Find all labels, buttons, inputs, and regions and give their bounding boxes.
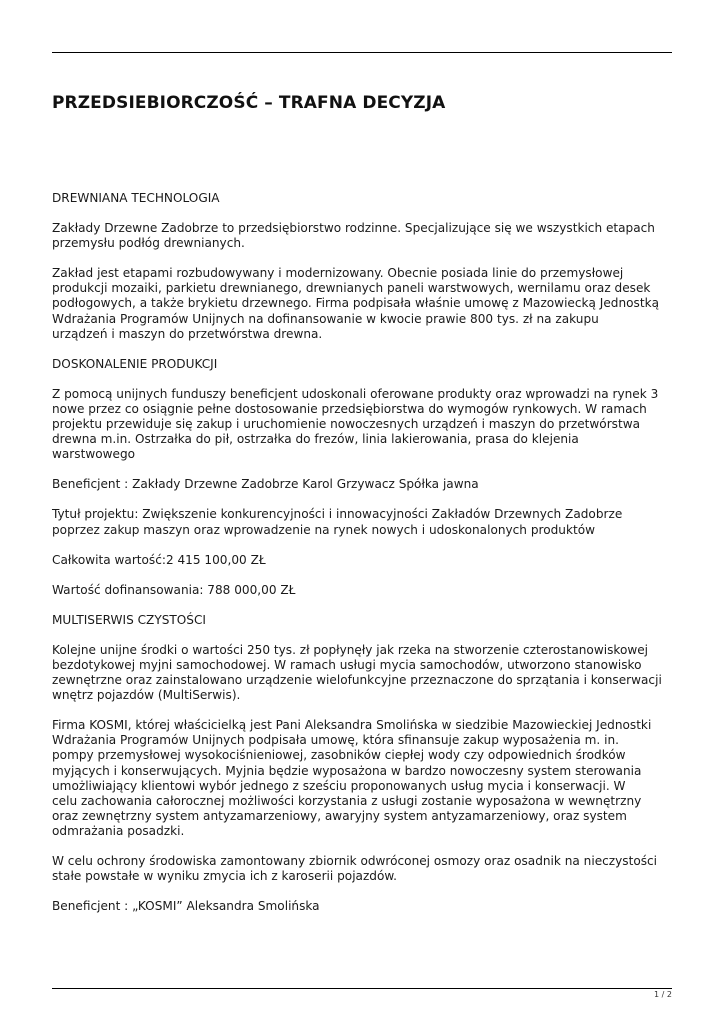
funding-value: Wartość dofinansowania: 788 000,00 ZŁ [52,582,296,597]
paragraph-eu-funds: Z pomocą unijnych funduszy beneficjent udoskonali oferowane produkty oraz wprowadzi na rynek 3 nowe przez co osiągnie pełne dostosowanie przedsiębiorstwa do wymogów rynkowych. W ramach projektu przewiduje się zakup i uruchomienie nowoczesnych urządzeń i maszyn do przetwórstwa drewna m.in. Ostrzałka do pił, ostrzałka do frezów, linia lakierowania, prasa do klejenia warstwowego [52,386,659,462]
paragraph-modernization: Zakład jest etapami rozbudowywany i modernizowany. Obecnie posiada linie do przemysłowej produkcji mozaiki, parkietu drewnianego, drewnianych paneli warstwowych, wernilamu oraz desek podłogowych, a także brykietu drzewnego. Firma podpisała właśnie umowę z Mazowiecką Jednostką Wdrażania Programów Unijnych na dofinansowanie w kwocie prawie 800 tys. zł na zakupu urządzeń i maszyn do przetwórstwa drewna. [52,266,659,341]
paragraph-environment: W celu ochrony środowiska zamontowany zbiornik odwróconej osmozy oraz osadnik na nieczystości stałe powstałe w wyniku zmycia ich z karoserii pojazdów. [52,854,658,884]
bottom-divider [52,988,672,989]
total-value: Całkowita wartość:2 415 100,00 ZŁ [52,552,266,567]
section-heading-multiserwis-czystosci: MULTISERWIS CZYSTOŚCI [52,612,206,627]
beneficiary-zadobrze: Beneficjent : Zakłady Drzewne Zadobrze Karol Grzywacz Spółka jawna [52,477,479,492]
paragraph-car-wash: Kolejne unijne środki o wartości 250 tys. zł popłynęły jak rzeka na stworzenie czterostanowiskowej bezdotykowej myjni samochodowej. W ramach usługi mycia samochodów, utworzono stanowisko zewnętrzne oraz zainstalowano urządzenie wielofunkcyjne przeznaczone do sprzątania i konserwacji wnętrz pojazdów (MultiSerwis). [52,642,662,703]
article-body [52,191,677,929]
top-divider [52,52,672,53]
beneficiary-kosmi: Beneficjent : „KOSMI” Aleksandra Smolińska [52,899,320,914]
section-heading-doskonalenie-produkcji: DOSKONALENIE PRODUKCJI [52,356,218,371]
section-heading-drewniana-technologia: DREWNIANA TECHNOLOGIA [52,191,220,205]
page-title: PRZEDSIEBIORCZOŚĆ – TRAFNA DECYZJA [52,93,446,113]
paragraph-intro: Zakłady Drzewne Zadobrze to przedsiębiorstwo rodzinne. Specjalizujące się we wszystkich etapach przemysłu podłóg drewnianych. [52,221,655,251]
page-number: 1 / 2 [654,990,672,999]
project-title: Tytuł projektu: Zwiększenie konkurencyjności i innowacyjności Zakładów Drzewnych Zadobrze poprzez zakup maszyn oraz wprowadzenie na rynek nowych i udoskonalonych produktów [52,507,623,537]
paragraph-kosmi: Firma KOSMI, której właścicielką jest Pani Aleksandra Smolińska w siedzibie Mazowieckiej Jednostki Wdrażania Programów Unijnych podpisała umowę, która sfinansuje zakup wyposażenia m. in. pompy przemysłowej wysokociśnieniowej, zasobników ciepłej wody czy odpowiednich środków myjących i konserwujących. Myjnia będzie wyposażona w bardzo nowoczesny system sterowania umożliwiający klientowi wybór jednego z sześciu proponowanych usług mycia i konserwacji. W celu zachowania całorocznej możliwości korzystania z usługi zostanie wyposażona w wewnętrzny oraz zewnętrzny system antyzamarzeniowy, awaryjny system antyzamarzeniowy, oraz system odmrażania posadzki. [52,718,652,838]
